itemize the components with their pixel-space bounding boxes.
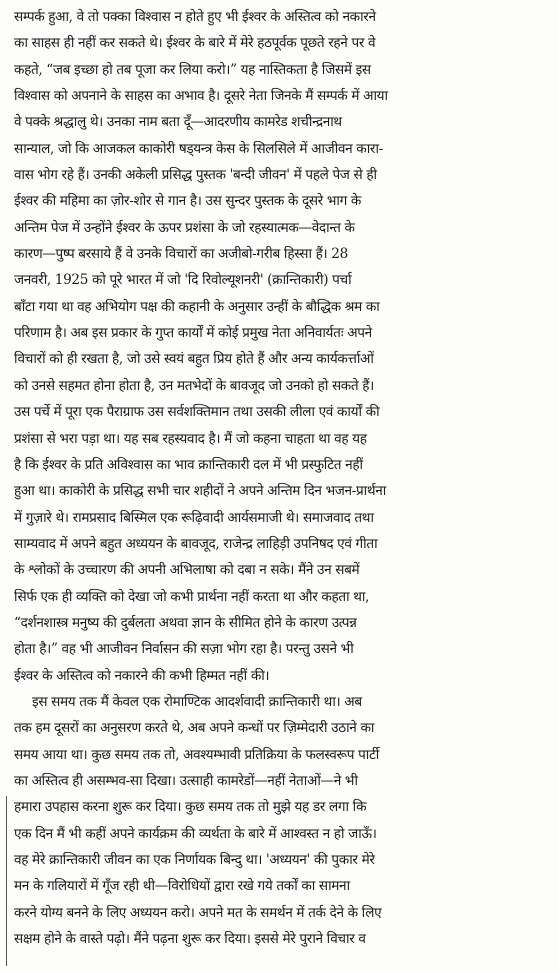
- text-line: को उनसे सहमत होना होता है, उन मतभेदों के बावजूद जो उनको हो सकते हैं।: [14, 377, 374, 394]
- text-line: अन्तिम पेज में उन्होंने ईश्वर के ऊपर प्रशंसा के जो रहस्यात्मक—वेदान्त के: [14, 219, 355, 236]
- text-line: सक्षम होने के वास्ते पढ़ो। मैंने पढ़ना शुरू कर दिया। इससे मेरे पुराने विचार व: [14, 931, 366, 948]
- text-line: विश्वास को अपनाने के साहस का अभाव है। दूसरे नेता जिनके मैं सम्पर्क में आया: [14, 88, 388, 105]
- text-line: मन के गलियारों में गूँज रही थी—विरोधियों द्वारा रखे गये तर्कों का सामना: [14, 878, 350, 895]
- text-line: एक दिन मैं भी कहीं अपने कार्यक्रम की व्यर्थता के बारे में आश्वस्त न हो जाऊँ।: [14, 825, 377, 842]
- body-text: [14, 4, 550, 952]
- text-line: हमारा उपहास करना शुरू कर दिया। कुछ समय तक तो मुझे यह डर लगा कि: [14, 799, 367, 816]
- text-line: कहते, “जब इच्छा हो तब पूजा कर लिया करो।” यह नास्तिकता है जिसमें इस: [14, 61, 371, 78]
- text-line: विचारों को ही रखता है, जो उसे स्वयं बहुत प्रिय होते हैं और अन्य कार्यकर्त्ताओं: [14, 351, 374, 368]
- text-line: ईश्वर की महिमा का ज़ोर-शोर से गान है। उस सुन्दर पुस्तक के दूसरे भाग के: [14, 193, 361, 210]
- text-line: परिणाम है। अब इस प्रकार के गुप्त कार्यों में कोई प्रमुख नेता अनिवार्यतः अपने: [14, 325, 372, 342]
- text-line: “दर्शनशास्त्र मनुष्य की दुर्बलता अथवा ज्ञान के सीमित होने के कारण उत्पन्न: [14, 614, 357, 631]
- text-line: उस पर्चे में पूरा एक पैराग्राफ उस सर्वशक्तिमान तथा उसकी लीला एवं कार्यों की: [14, 404, 380, 421]
- text-line: करने योग्य बनने के लिए अध्ययन करो। अपने मत के समर्थन में तर्क देने के लिए: [14, 904, 382, 921]
- text-line: होता है।” वह भी आजीवन निर्वासन की सज़ा भोग रहा है। परन्तु उसने भी: [14, 641, 354, 658]
- text-line: समय आया था। कुछ समय तक तो, अवश्यम्भावी प्रतिक्रिया के फलस्वरूप पार्टी: [14, 746, 379, 763]
- text-line: वास भोग रहे हैं। उनकी अकेली प्रसिद्ध पुस्तक 'बन्दी जीवन' में पहले पेज से ही: [14, 167, 377, 184]
- text-line: में गुज़ारे थे। रामप्रसाद बिस्मिल एक रूढ़िवादी आर्यसमाजी थे। समाजवाद तथा: [14, 509, 374, 526]
- text-line: प्रशंसा से भरा पड़ा था। यह सब रहस्यवाद है। मैं जो कहना चाहता था वह यह: [14, 430, 367, 447]
- text-line: का साहस ही नहीं कर सकते थे। ईश्वर के बारे में मेरे हठपूर्वक पूछते रहने पर वे: [14, 35, 376, 52]
- text-line: के श्लोकों के उच्चारण की अपनी अभिलाषा को दबा न सके। मैंने उन सबमें: [14, 562, 360, 579]
- text-line: है कि ईश्वर के प्रति अविश्वास का भाव क्रान्तिकारी दल में भी प्रस्फुटित नहीं: [14, 456, 363, 473]
- text-line: साम्यवाद में अपने बहुत अध्ययन के बावजूद, राजेन्द्र लाहिड़ी उपनिषद एवं गीता: [14, 535, 378, 552]
- text-line: जनवरी, 1925 को पूरे भारत में जो 'दि रिवोल्यूशनरी' (क्रान्तिकारी) पर्चा: [14, 272, 352, 289]
- text-line: हुआ था। काकोरी के प्रसिद्ध सभी चार शहीदों ने अपने अन्तिम दिन भजन-प्रार्थना: [14, 483, 386, 500]
- margin-marker-line: [6, 796, 7, 966]
- paragraph-start-line: इस समय तक मैं केवल एक रोमाण्टिक आदर्शवादी क्रान्तिकारी था। अब: [32, 693, 362, 710]
- text-line: ईश्वर के अस्तित्व को नकारने की कभी हिम्मत नहीं की।: [14, 667, 270, 684]
- text-line: वह मेरे क्रान्तिकारी जीवन का एक निर्णायक बिन्दु था। 'अध्ययन' की पुकार मेरे: [14, 852, 375, 868]
- text-line: सम्पर्क हुआ, वे तो पक्का विश्वास न होते हुए भी ईश्वर के अस्तित्व को नकारने: [14, 9, 376, 25]
- text-line: तक हम दूसरों का अनुसरण करते थे, अब अपने कन्धों पर ज़िम्मेदारी उठाने का: [14, 720, 375, 737]
- text-line: कारण—पुष्प बरसाये हैं वे उनके विचारों का अजीबो-गरीब हिस्सा हैं। 28: [14, 246, 348, 263]
- text-line: बाँटा गया था वह अभियोग पक्ष की कहानी के अनुसार उन्हीं के बौद्धिक श्रम का: [14, 298, 380, 315]
- text-line: वे पक्के श्रद्धालु थे। उनका नाम बता दूँ—आदरणीय कामरेड शचीन्द्रनाथ: [14, 114, 342, 131]
- text-line: सान्याल, जो कि आजकल काकोरी षड्‌यन्त्र केस के सिलसिले में आजीवन कारा-: [14, 140, 383, 157]
- text-line: सिर्फ एक ही व्यक्ति को देखा जो कभी प्रार्थना नहीं करता था और कहता था,: [14, 588, 370, 605]
- text-line: का अस्तित्व ही असम्भव-सा दिखा। उत्साही कामरेडों—नहीं नेताओं—ने भी: [14, 772, 358, 789]
